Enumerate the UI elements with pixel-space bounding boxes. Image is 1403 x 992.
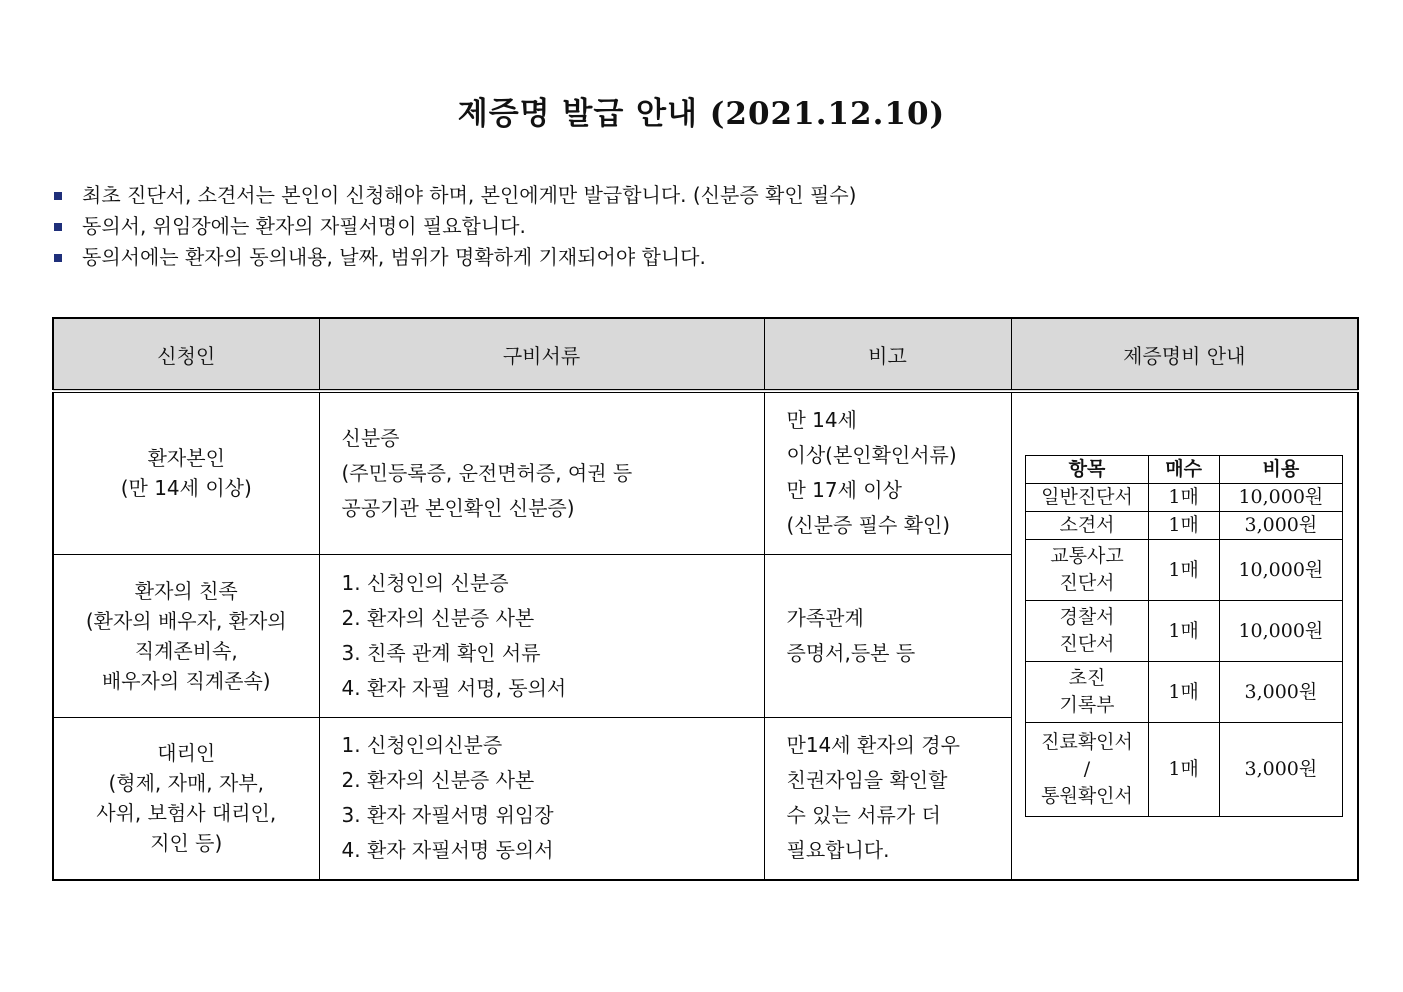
notice-item: [52, 211, 856, 242]
issuance-table: [52, 317, 1359, 881]
fee-item: 일반진단서: [1026, 484, 1149, 512]
applicant-cell: 대리인 (형제, 자매, 자부, 사위, 보험사 대리인, 지인 등): [53, 717, 319, 880]
fee-cost: 10,000원: [1219, 601, 1343, 662]
notice-item: [52, 180, 856, 211]
page-title: 제증명 발급 안내 (2021.12.10): [457, 96, 946, 132]
header-applicant: 신청인: [53, 318, 319, 391]
fee-header-count: 매수: [1148, 456, 1219, 484]
notice-text: 최초 진단서, 소견서는 본인이 신청해야 하며, 본인에게만 발급합니다. (신분증 확인 필수): [82, 183, 857, 207]
fee-row: [1026, 601, 1343, 662]
fee-item: 경찰서 진단서: [1026, 601, 1149, 662]
notice-list: [52, 180, 856, 273]
fee-cost: 3,000원: [1219, 512, 1343, 540]
fee-row: [1026, 484, 1343, 512]
square-bullet-icon: [54, 223, 62, 231]
fee-count: 1매: [1148, 601, 1219, 662]
header-remark: 비고: [764, 318, 1011, 391]
notice-item: [52, 242, 856, 273]
fee-cell: [1011, 391, 1358, 880]
fee-item: 소견서: [1026, 512, 1149, 540]
header-fee-info: 제증명비 안내: [1011, 318, 1358, 391]
fee-table: [1025, 455, 1343, 817]
fee-row: [1026, 723, 1343, 817]
remark-cell: 만 14세 이상(본인확인서류) 만 17세 이상 (신분증 필수 확인): [764, 391, 1011, 554]
fee-item: 진료확인서 / 통원확인서: [1026, 723, 1149, 817]
fee-count: 1매: [1148, 484, 1219, 512]
square-bullet-icon: [54, 192, 62, 200]
header-documents: 구비서류: [319, 318, 764, 391]
documents-cell: 1. 신청인의 신분증 2. 환자의 신분증 사본 3. 친족 관계 확인 서류 4. 환자 자필 서명, 동의서: [319, 554, 764, 717]
documents-cell: 1. 신청인의신분증 2. 환자의 신분증 사본 3. 환자 자필서명 위임장 4. 환자 자필서명 동의서: [319, 717, 764, 880]
fee-row: [1026, 512, 1343, 540]
fee-cost: 3,000원: [1219, 662, 1343, 723]
table-header-row: [53, 318, 1358, 391]
fee-cost: 10,000원: [1219, 484, 1343, 512]
applicant-cell: 환자의 친족 (환자의 배우자, 환자의 직계존비속, 배우자의 직계존속): [53, 554, 319, 717]
fee-count: 1매: [1148, 512, 1219, 540]
fee-item: 교통사고 진단서: [1026, 540, 1149, 601]
table-row: [53, 391, 1358, 554]
fee-cost: 10,000원: [1219, 540, 1343, 601]
notice-text: 동의서에는 환자의 동의내용, 날짜, 범위가 명확하게 기재되어야 합니다.: [82, 245, 706, 269]
fee-header-item: 항목: [1026, 456, 1149, 484]
square-bullet-icon: [54, 254, 62, 262]
fee-count: 1매: [1148, 540, 1219, 601]
fee-cost: 3,000원: [1219, 723, 1343, 817]
fee-count: 1매: [1148, 662, 1219, 723]
fee-header-row: [1026, 456, 1343, 484]
fee-item: 초진 기록부: [1026, 662, 1149, 723]
fee-count: 1매: [1148, 723, 1219, 817]
fee-row: [1026, 662, 1343, 723]
fee-row: [1026, 540, 1343, 601]
documents-cell: 신분증 (주민등록증, 운전면허증, 여권 등 공공기관 본인확인 신분증): [319, 391, 764, 554]
applicant-cell: 환자본인 (만 14세 이상): [53, 391, 319, 554]
remark-cell: 가족관계 증명서,등본 등: [764, 554, 1011, 717]
remark-cell: 만14세 환자의 경우 친권자임을 확인할 수 있는 서류가 더 필요합니다.: [764, 717, 1011, 880]
fee-header-cost: 비용: [1219, 456, 1343, 484]
notice-text: 동의서, 위임장에는 환자의 자필서명이 필요합니다.: [82, 214, 526, 238]
